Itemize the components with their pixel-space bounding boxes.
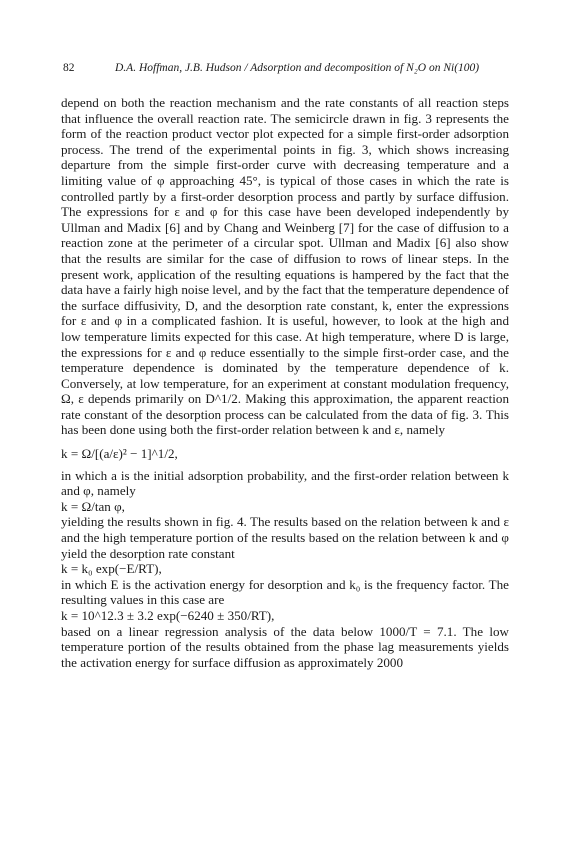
paragraph-initial-adsorption: in which a is the initial adsorption probability, and the first-order relation between k and φ, namely xyxy=(61,467,509,499)
equation-arrhenius: k = k₀ exp(−E/RT), xyxy=(61,561,162,577)
paragraph-regression: based on a linear regression analysis of the data below 1000/T = 7.1. The low temperature portion of the results obtained from the phase lag measurements yields the activation energy for surface diffusion as approximately 2000 xyxy=(61,623,509,670)
equation-k-phi: k = Ω/tan φ, xyxy=(61,498,125,514)
running-title: D.A. Hoffman, J.B. Hudson / Adsorption and decomposition of N₂O on Ni(100) xyxy=(115,62,480,74)
paragraph-results: yielding the results shown in fig. 4. The results based on the relation between k and ε and the high temperature portion of the results based on the relation between k and φ yield the desorption rate constant xyxy=(61,514,509,561)
equation-fitted-values: k = 10^12.3 ± 3.2 exp(−6240 ± 350/RT), xyxy=(61,608,275,623)
equation-k-epsilon: k = Ω/[(a/ε)² − 1]^1/2, xyxy=(61,446,178,462)
paragraph-activation-energy: in which E is the activation energy for desorption and k₀ is the frequency factor. The resulting values in this case are xyxy=(61,576,509,608)
paragraph-main: depend on both the reaction mechanism and the rate constants of all reaction steps that influence the overall reaction rate. The semicircle drawn in fig. 3 represents the form of the reaction product vector plot expected for a simple first-order adsorption process. The trend of the experimental points in fig. 3, which shows increasing departure from the simple first-order curve with decreasing temperature and a limiting value of φ approaching 45°, is typical of those cases in which the rate is controlled partly by a first-order desorption process and partly by surface diffusion. The expressions for ε and φ for this case have been developed independently by Ullman and Madix [6] and by Chang and Weinberg [7] for the case of diffusion to a reaction zone at the perimeter of a circular spot. Ullman and Madix [6] also show that the results are similar for the case of diffusion to rows of linear steps. In the present work, application of the resulting equations is hampered by the fact that the data have a fairly high noise level, and by the fact that the temperature dependence of the surface diffusivity, D, and the desorption rate constant, k, enter the expressions for ε and φ in a complicated fashion. It is useful, however, to look at the high and low temperature limits expected for this case. At high temperature, where D is large, the expressions for ε and φ reduce essentially to the simple first-order case, and the temperature dependence is dominated by the temperature dependence of k. Conversely, at low temperature, for an experiment at constant modulation frequency, Ω, ε depends primarily on D^1/2. Making this approximation, the apparent reaction rate constant of the desorption process can be calculated from the data of fig. 3. This has been done using both the first-order relation between k and ε, namely xyxy=(61,95,509,438)
article-body xyxy=(61,95,509,670)
page-number: 82 xyxy=(63,62,75,74)
